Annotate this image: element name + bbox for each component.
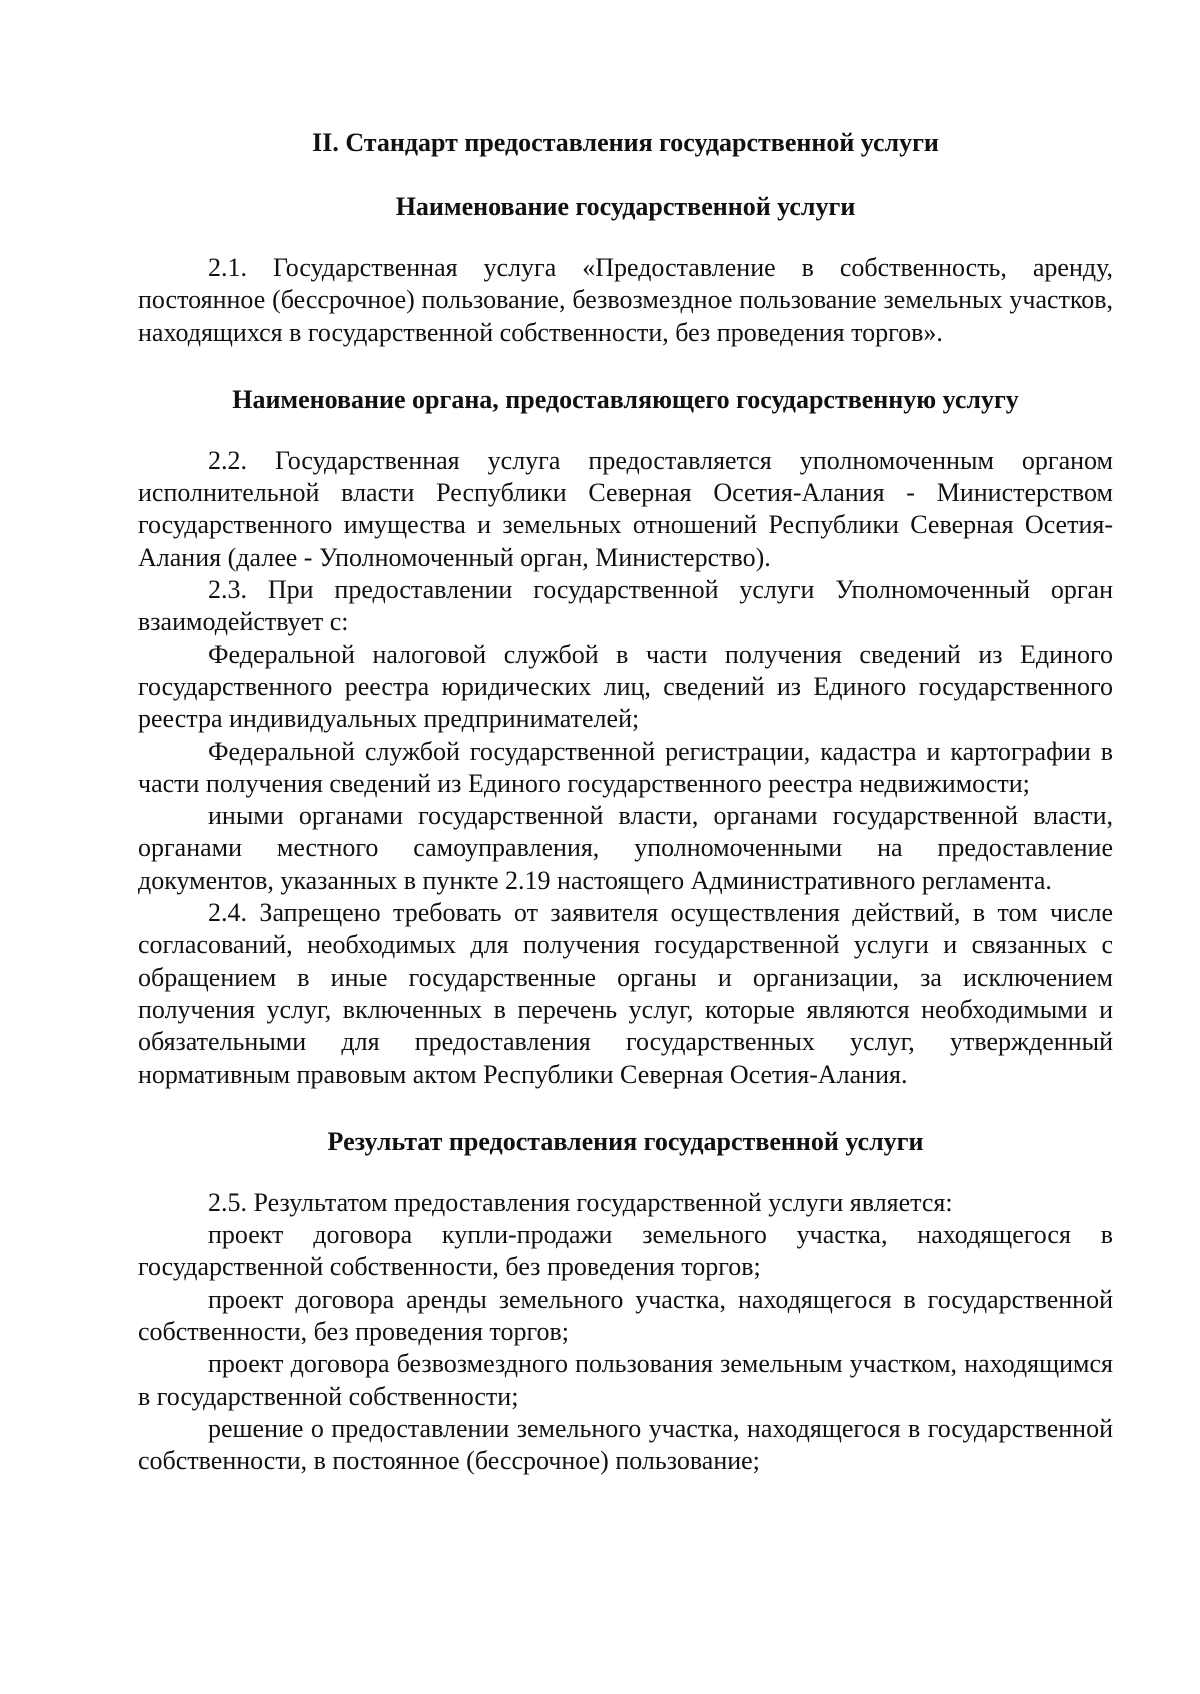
section-heading: Результат предоставления государственной услуги [327, 1126, 924, 1156]
paragraph-permanent-use-decision: решение о предоставлении земельного участка, находящегося в государственной собственности, в постоянное (бессрочное) пользование; [138, 1413, 1113, 1476]
section-authority-name [138, 383, 1113, 1091]
paragraph-other-authorities: иными органами государственной власти, органами государственной власти, органами местного самоуправления, уполномоченными на предоставление документов, указанных в пункте 2.19 настоящего Административного регламента. [138, 801, 1113, 895]
document-body [138, 126, 1113, 1478]
paragraph-tax-service: Федеральной налоговой службой в части получения сведений из Единого государственного реестра юридических лиц, сведений из Единого государственного реестра индивидуальных предпринимателей; [138, 639, 1113, 734]
paragraph-sale-contract: проект договора купли-продажи земельного участка, находящегося в государственной собственности, без проведения торгов; [138, 1220, 1113, 1282]
paragraph-2-2: 2.2. Государственная услуга предоставляется уполномоченным органом исполнительной власти Республики Северная Осетия-Алания - Министерством государственного имущества и земельных отношений Республики Северная Осетия-Алания (далее - Уполномоченный орган, Министерство). [138, 445, 1113, 572]
paragraph-2-4: 2.4. Запрещено требовать от заявителя осуществления действий, в том числе согласований, необходимых для получения государственной услуги и связанных с обращением в иные государственные органы и организации, за исключением получения услуг, включенных в перечень услуг, которые являются необходимыми и обязательными для предоставления государственных услуг, утвержденный нормативным правовым актом Республики Северная Осетия-Алания. [138, 898, 1113, 1089]
paragraph-registration-service: Федеральной службой государственной регистрации, кадастра и картографии в части получения сведений из Единого государственного реестра недвижимости; [138, 736, 1113, 798]
section-service-name [138, 190, 1113, 349]
paragraph-free-use-contract: проект договора безвозмездного пользования земельным участком, находящимся в государственной собственности; [138, 1349, 1113, 1411]
paragraph-2-5: 2.5. Результатом предоставления государственной услуги является: [208, 1187, 953, 1217]
paragraph-2-1: 2.1. Государственная услуга «Предоставление в собственность, аренду, постоянное (бессрочное) пользование, безвозмездное пользование земельных участков, находящихся в государственной собственности, без проведения торгов». [138, 253, 1113, 347]
chapter-title: II. Стандарт предоставления государственной услуги [312, 128, 939, 157]
section-heading: Наименование органа, предоставляющего государственную услугу [232, 384, 1019, 414]
section-service-result [138, 1125, 1113, 1478]
paragraph-lease-contract: проект договора аренды земельного участка, находящегося в государственной собственности, без проведения торгов; [138, 1284, 1113, 1347]
paragraph-2-3: 2.3. При предоставлении государственной услуги Уполномоченный орган взаимодействует с: [138, 575, 1113, 637]
section-heading: Наименование государственной услуги [395, 192, 856, 221]
